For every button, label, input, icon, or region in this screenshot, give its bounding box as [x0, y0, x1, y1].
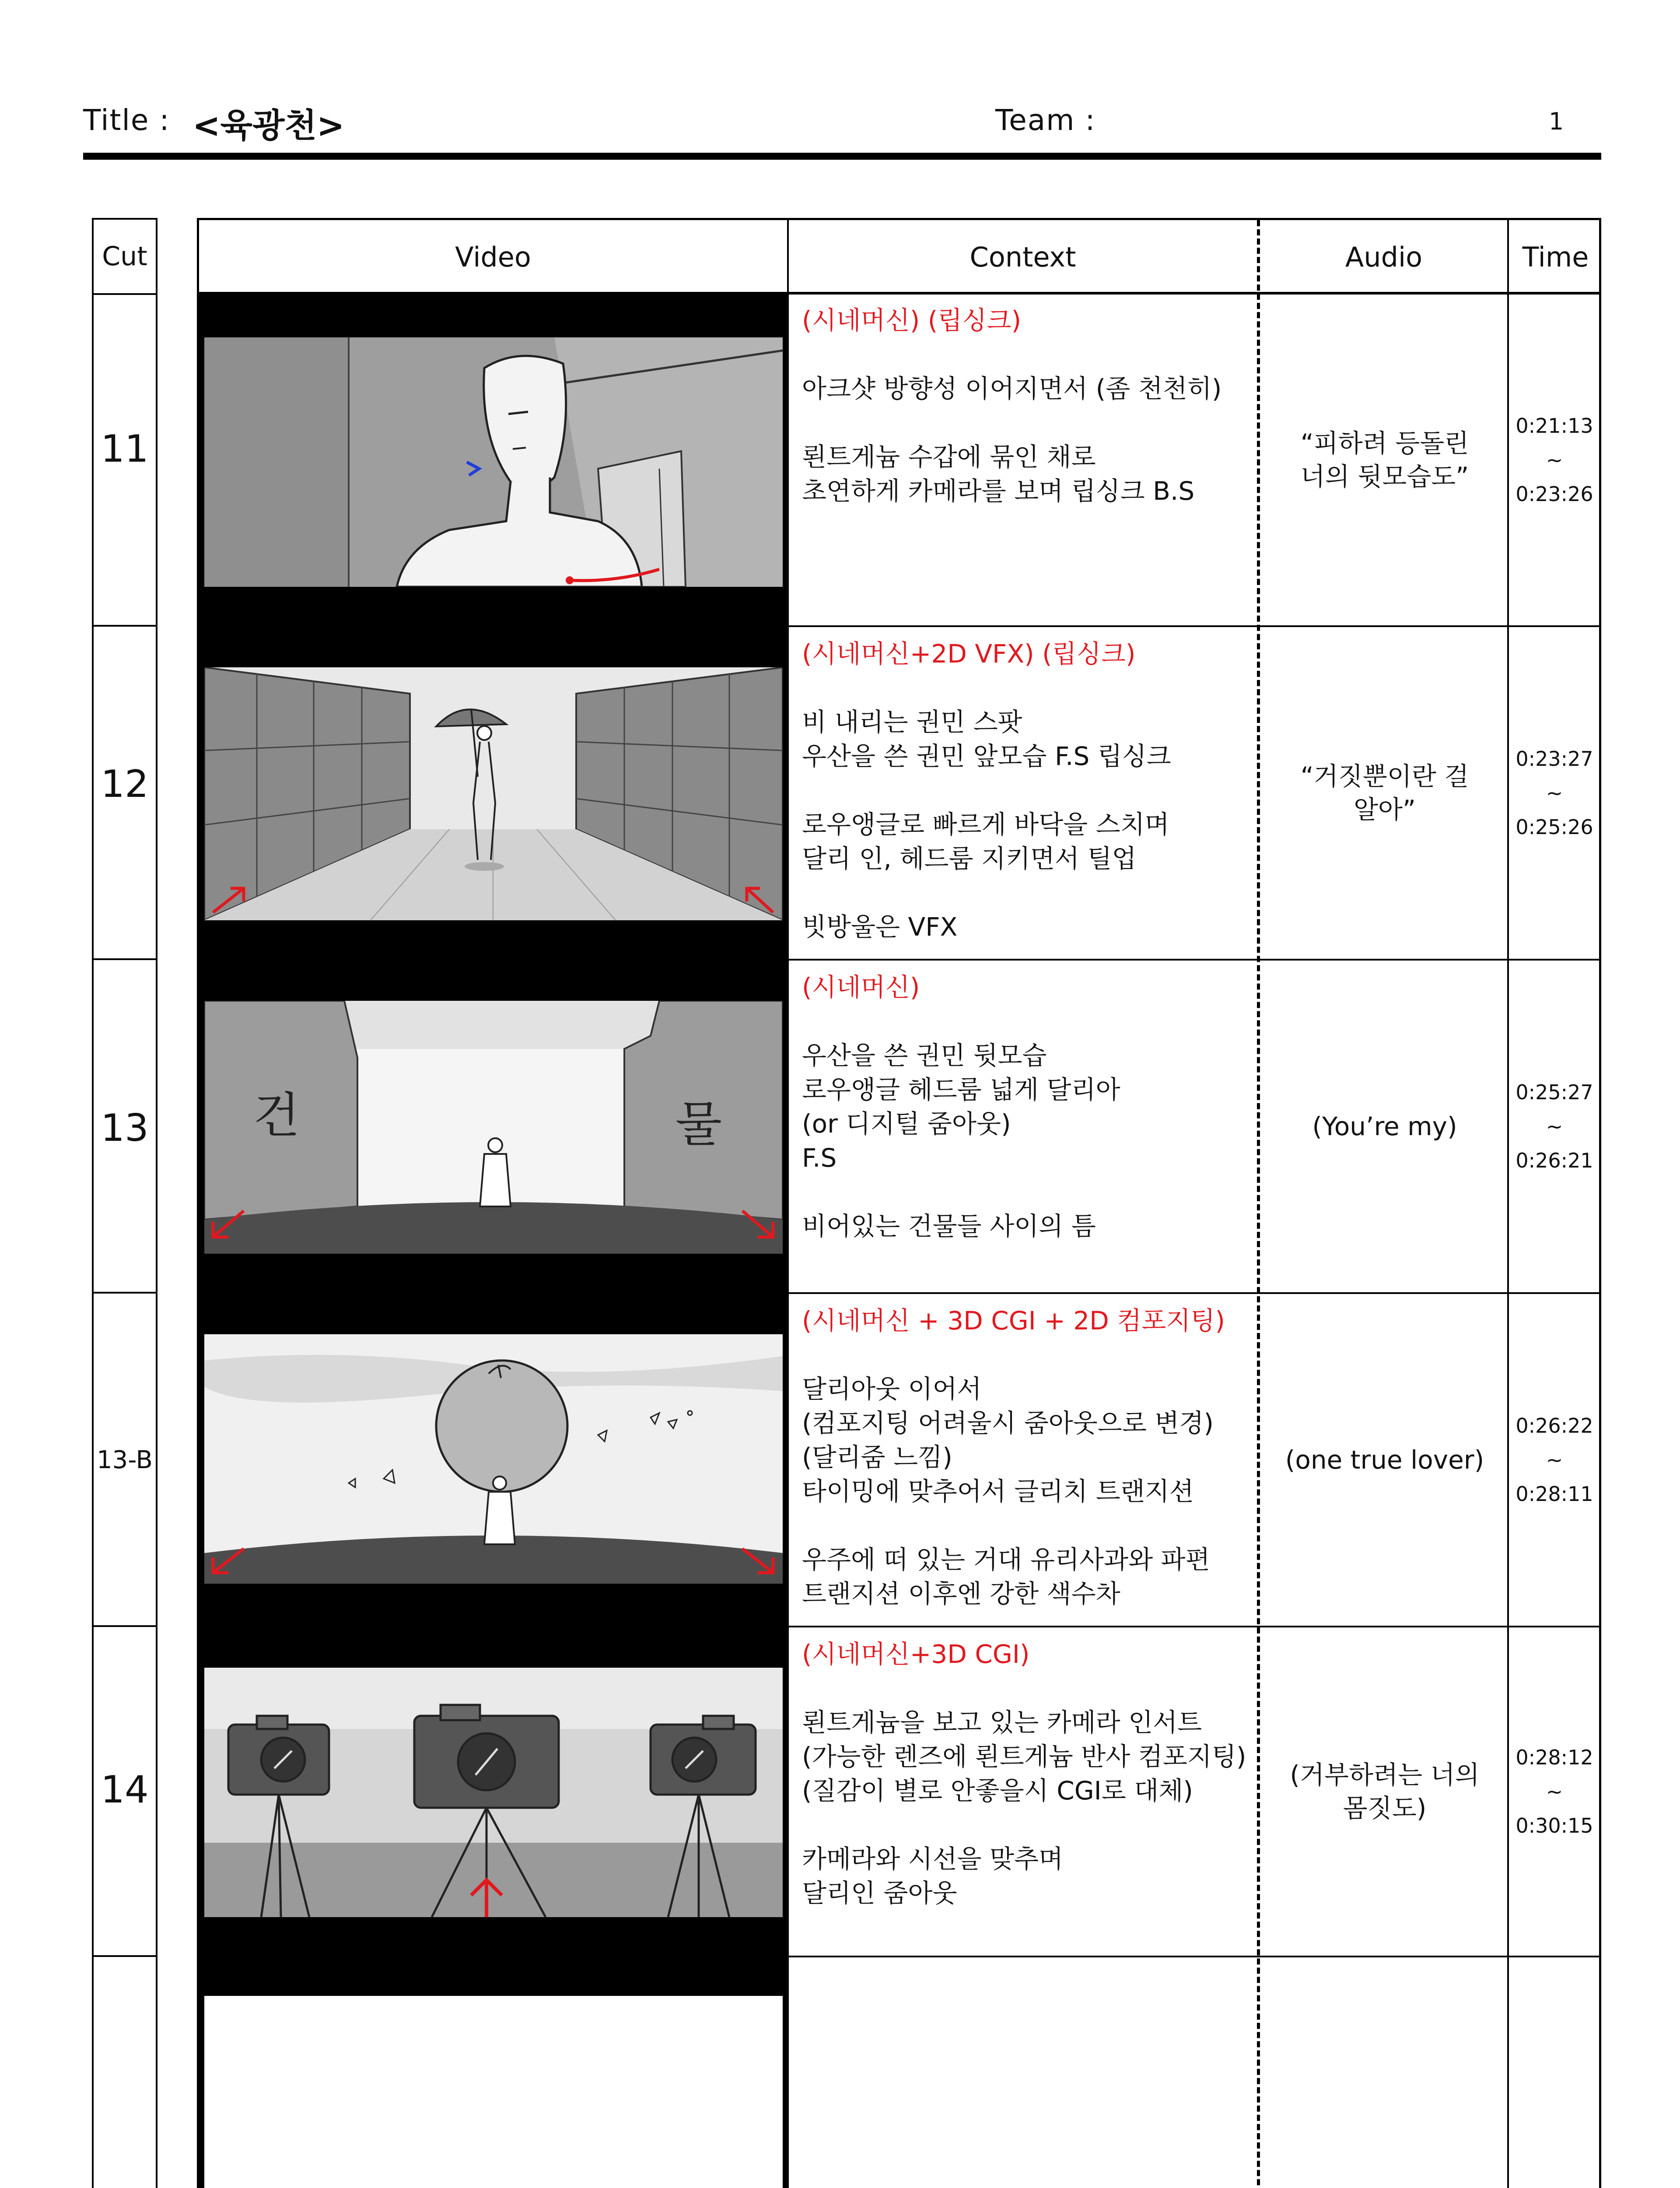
- context-spacer: [802, 1808, 1270, 1842]
- storyboard-frame: [204, 1334, 783, 1584]
- context-line: 우주에 떠 있는 거대 유리사과와 파편: [802, 1545, 1210, 1574]
- cut-column: [92, 218, 158, 2188]
- context-tag: (시네머신) (립싱크): [802, 305, 1022, 335]
- audio-cell-12: [1262, 627, 1507, 959]
- context-spacer: [802, 406, 1270, 440]
- context-line: F.S: [802, 1143, 837, 1173]
- context-line: 우산을 쓴 권민 뒷모습: [802, 1041, 1047, 1070]
- time-cell-12: [1511, 627, 1598, 959]
- storyboard-frame: [204, 667, 783, 920]
- context-cell-11: [802, 303, 1270, 508]
- time-separator: ~: [1546, 1115, 1563, 1138]
- cut-divider: [94, 1292, 156, 1294]
- context-spacer: [802, 876, 1270, 910]
- context-tag: (시네머신+2D VFX) (립싱크): [802, 639, 1136, 669]
- row-divider: [787, 1956, 1601, 1957]
- context-line: 로우앵글로 빠르게 바닥을 스치며: [802, 810, 1169, 839]
- storyboard-frame: [204, 1001, 783, 1254]
- context-line: (질감이 별로 안좋을시 CGI로 대체): [802, 1776, 1193, 1806]
- context-line: (달리줌 느낌): [802, 1442, 952, 1472]
- time-separator: ~: [1546, 781, 1563, 805]
- time-start: 0:25:27: [1516, 1080, 1593, 1104]
- audio-text: (You’re my): [1312, 1112, 1457, 1141]
- time-separator: ~: [1546, 448, 1563, 472]
- storyboard-frame-empty: [204, 1996, 783, 2188]
- context-line: 카메라와 시선을 맞추며: [802, 1844, 1064, 1874]
- cut-number: 14: [101, 1768, 149, 1812]
- video-column: [199, 294, 787, 2188]
- time-end: 0:25:26: [1516, 815, 1593, 839]
- title-value: <육광천>: [192, 106, 345, 145]
- context-line: 비 내리는 권민 스팟: [802, 707, 1022, 737]
- sketch-text-left: 건: [253, 1087, 300, 1143]
- context-line: 달리인 줌아웃: [802, 1878, 957, 1908]
- context-cell-13b: [802, 1304, 1270, 1611]
- context-line: 빗방울은 VFX: [802, 912, 958, 942]
- context-cell-12: [802, 637, 1270, 944]
- audio-cell-11: [1262, 295, 1507, 625]
- audio-text: “거짓뿐이란 걸 알아”: [1300, 761, 1469, 824]
- context-line: 아크샷 방향성 이어지면서 (좀 천천히): [802, 374, 1222, 403]
- context-spacer: [802, 1175, 1270, 1209]
- context-tag: (시네머신): [802, 972, 920, 1002]
- cut-divider: [94, 1955, 156, 1957]
- context-tag: (시네머신+3D CGI): [802, 1639, 1030, 1669]
- context-line: (or 디지털 줌아웃): [802, 1109, 1011, 1139]
- time-start: 0:26:22: [1516, 1414, 1593, 1438]
- context-spacer: [802, 1508, 1270, 1543]
- sketch-cut-13b: [204, 1334, 783, 1584]
- team-label: Team :: [995, 103, 1096, 137]
- context-line: 타이밍에 맞추어서 글리치 트랜지션: [802, 1476, 1194, 1506]
- sketch-cut-13: [204, 1001, 783, 1254]
- context-line: (가능한 렌즈에 뢴트게늄 반사 컴포지팅): [802, 1742, 1246, 1771]
- context-line: 비어있는 건물들 사이의 틈: [802, 1211, 1096, 1241]
- audio-cell-14: [1262, 1627, 1507, 1956]
- context-header: Context: [970, 241, 1076, 273]
- time-cell-11: [1511, 295, 1598, 625]
- audio-cell-13b: [1262, 1294, 1507, 1626]
- cut-divider: [94, 1625, 156, 1627]
- context-spacer: [802, 337, 1270, 372]
- header-rule: [83, 153, 1601, 160]
- time-start: 0:28:12: [1516, 1746, 1593, 1769]
- cut-divider: [94, 625, 156, 627]
- audio-text: (거부하려는 너의 몸짓도): [1290, 1760, 1480, 1823]
- time-start: 0:21:13: [1516, 414, 1593, 438]
- title-label: Title :: [83, 103, 170, 137]
- time-separator: ~: [1546, 1448, 1563, 1472]
- context-spacer: [802, 773, 1270, 807]
- time-cell-13: [1511, 961, 1598, 1292]
- context-line: 초연하게 카메라를 보며 립싱크 B.S: [802, 476, 1195, 506]
- video-header: Video: [455, 241, 531, 273]
- sketch-cut-11: [204, 337, 783, 587]
- context-cell-14: [802, 1637, 1270, 1910]
- storyboard-frame: [204, 1668, 783, 1917]
- column-divider: [1507, 220, 1509, 2188]
- page-number: 1: [1549, 108, 1565, 135]
- context-spacer: [802, 1338, 1270, 1372]
- time-start: 0:23:27: [1516, 747, 1593, 771]
- context-spacer: [802, 671, 1270, 705]
- column-divider: [787, 220, 789, 2188]
- audio-cell-13: [1262, 961, 1507, 1292]
- context-line: 뢴트게늄을 보고 있는 카메라 인서트: [802, 1708, 1202, 1737]
- context-tag: (시네머신 + 3D CGI + 2D 컴포지팅): [802, 1306, 1225, 1336]
- cut-header: Cut: [94, 220, 156, 295]
- context-cell-13: [802, 970, 1270, 1243]
- context-line: (컴포지팅 어려울시 줌아웃으로 변경): [802, 1408, 1214, 1438]
- cut-number: 12: [101, 762, 149, 806]
- time-cell-13b: [1511, 1294, 1598, 1626]
- sketch-cut-12: [204, 667, 783, 920]
- time-header: Time: [1522, 241, 1589, 273]
- sketch-cut-14: [204, 1668, 783, 1917]
- storyboard-table: [197, 218, 1601, 2188]
- context-line: 트랜지션 이후엔 강한 색수차: [802, 1579, 1120, 1609]
- storyboard-frame: [204, 337, 783, 587]
- context-line: 뢴트게늄 수갑에 묶인 채로: [802, 442, 1096, 472]
- context-line: 우산을 쓴 권민 앞모습 F.S 립싱크: [802, 741, 1171, 771]
- audio-text: “피하려 등돌린 너의 뒷모습도”: [1300, 428, 1469, 491]
- sketch-text-right: 물: [675, 1096, 722, 1152]
- cut-number: 13-B: [97, 1446, 153, 1474]
- time-cell-14: [1511, 1627, 1598, 1956]
- context-line: 달리아웃 이어서: [802, 1374, 982, 1404]
- context-spacer: [802, 1671, 1270, 1705]
- audio-text: (one true lover): [1285, 1445, 1484, 1475]
- cut-number: 11: [101, 427, 149, 471]
- time-separator: ~: [1546, 1780, 1563, 1803]
- time-end: 0:23:26: [1516, 482, 1593, 506]
- context-spacer: [802, 1004, 1270, 1038]
- time-end: 0:26:21: [1516, 1149, 1593, 1172]
- context-line: 로우앵글 헤드룸 넓게 달리아: [802, 1075, 1120, 1105]
- time-end: 0:30:15: [1516, 1814, 1593, 1837]
- context-line: 달리 인, 헤드룸 지키면서 틸업: [802, 844, 1137, 873]
- time-end: 0:28:11: [1516, 1482, 1593, 1506]
- audio-header: Audio: [1345, 241, 1423, 273]
- cut-number: 13: [101, 1106, 149, 1150]
- cut-divider: [94, 958, 156, 960]
